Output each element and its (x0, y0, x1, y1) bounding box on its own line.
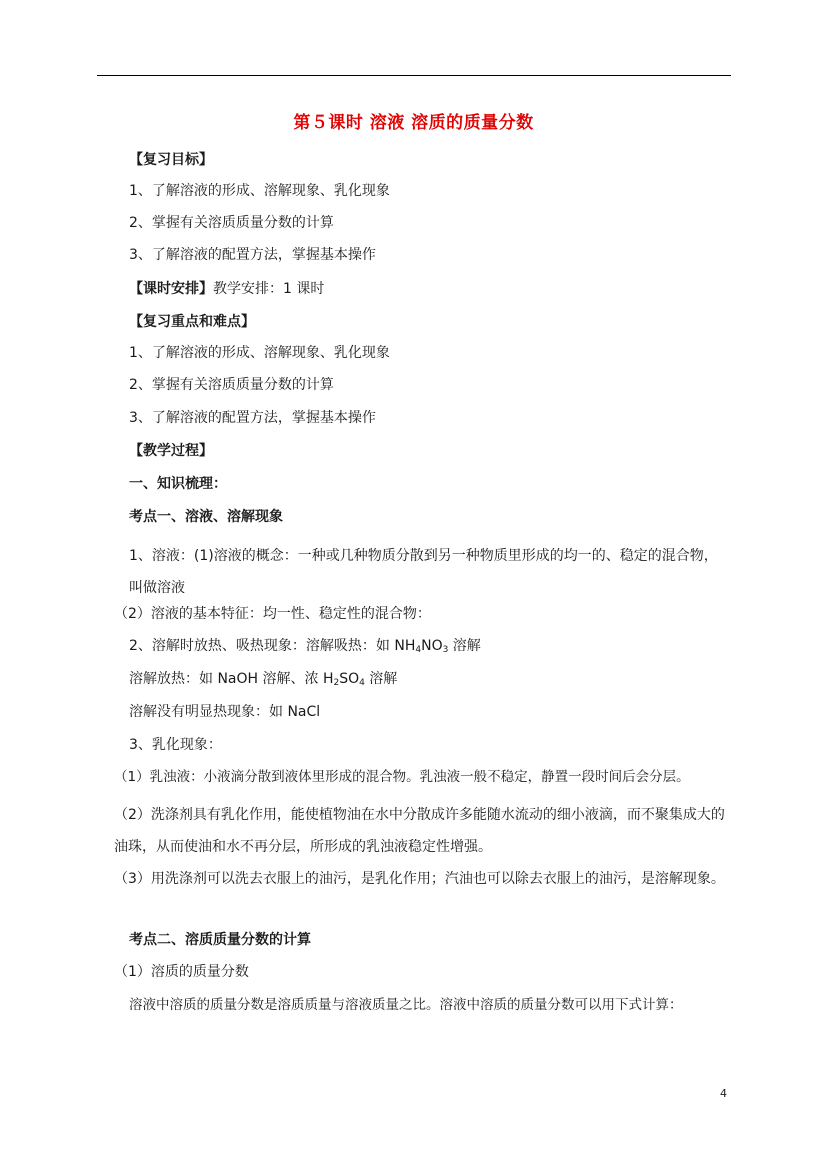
page-title: 第５课时 溶液 溶质的质量分数 (293, 113, 534, 133)
heading-key-points: 【复习重点和难点】 (129, 314, 255, 330)
paragraph-emulsion-3: （3）用洗涤剂可以洗去衣服上的油污，是乳化作用；汽油也可以除去衣服上的油污，是溶解现象。 (114, 871, 725, 887)
paragraph-mass-fraction-heading: （1）溶质的质量分数 (114, 964, 249, 980)
page-number: 4 (720, 1087, 727, 1100)
goal-item-2: 2、掌握有关溶质质量分数的计算 (129, 215, 334, 231)
paragraph-solution-features: （2）溶液的基本特征：均一性、稳定性的混合物： (114, 606, 431, 622)
paragraph-solution-concept: 1、溶液：(1)溶液的概念：一种或几种物质分散到另一种物质里形成的均一的、稳定的混合物，叫做溶液 (129, 548, 718, 596)
paragraph-emulsion-1: （1）乳浊液：小液滴分散到液体里形成的混合物。乳浊液一般不稳定，静置一段时间后会分层。 (114, 769, 690, 785)
key-point-3: 3、了解溶液的配置方法，掌握基本操作 (129, 410, 376, 426)
paragraph-heat-absorb: 2、溶解时放热、吸热现象：溶解吸热：如 $NH_4NO_3$ 溶解 (129, 638, 481, 655)
schedule-text: 教学安排：1 课时 (213, 281, 325, 297)
header-rule (97, 75, 731, 76)
goal-item-3: 3、了解溶液的配置方法，掌握基本操作 (129, 247, 376, 263)
schedule-line (129, 279, 324, 299)
paragraph-emulsion-heading: 3、乳化现象： (129, 737, 222, 753)
heading-teaching-process: 【教学过程】 (129, 443, 213, 459)
paragraph-emulsion-2: （2）洗涤剂具有乳化作用，能使植物油在水中分散成许多能随水流动的细小液滴，而不聚集成大的油珠，从而使油和水不再分层，所形成的乳浊液稳定性增强。 (114, 807, 725, 855)
section-knowledge-review: 一、知识梳理： (129, 476, 227, 492)
paragraph-heat-release: 溶解放热：如 NaOH 溶解、浓 $H_2SO_4$ 溶解 (129, 671, 398, 688)
schedule-label: 【课时安排】 (129, 281, 213, 297)
topic-2-heading: 考点二、溶质质量分数的计算 (129, 932, 311, 948)
key-point-1: 1、了解溶液的形成、溶解现象、乳化现象 (129, 345, 390, 361)
topic-1-heading: 考点一、溶液、溶解现象 (129, 509, 283, 525)
paragraph-mass-fraction-definition: 溶液中溶质的质量分数是溶质质量与溶液质量之比。溶液中溶质的质量分数可以用下式计算： (129, 997, 683, 1013)
goal-item-1: 1、了解溶液的形成、溶解现象、乳化现象 (129, 183, 390, 199)
key-point-2: 2、掌握有关溶质质量分数的计算 (129, 377, 334, 393)
paragraph-no-heat: 溶解没有明显热现象：如 NaCl (129, 704, 321, 720)
heading-review-goals: 【复习目标】 (129, 152, 213, 168)
